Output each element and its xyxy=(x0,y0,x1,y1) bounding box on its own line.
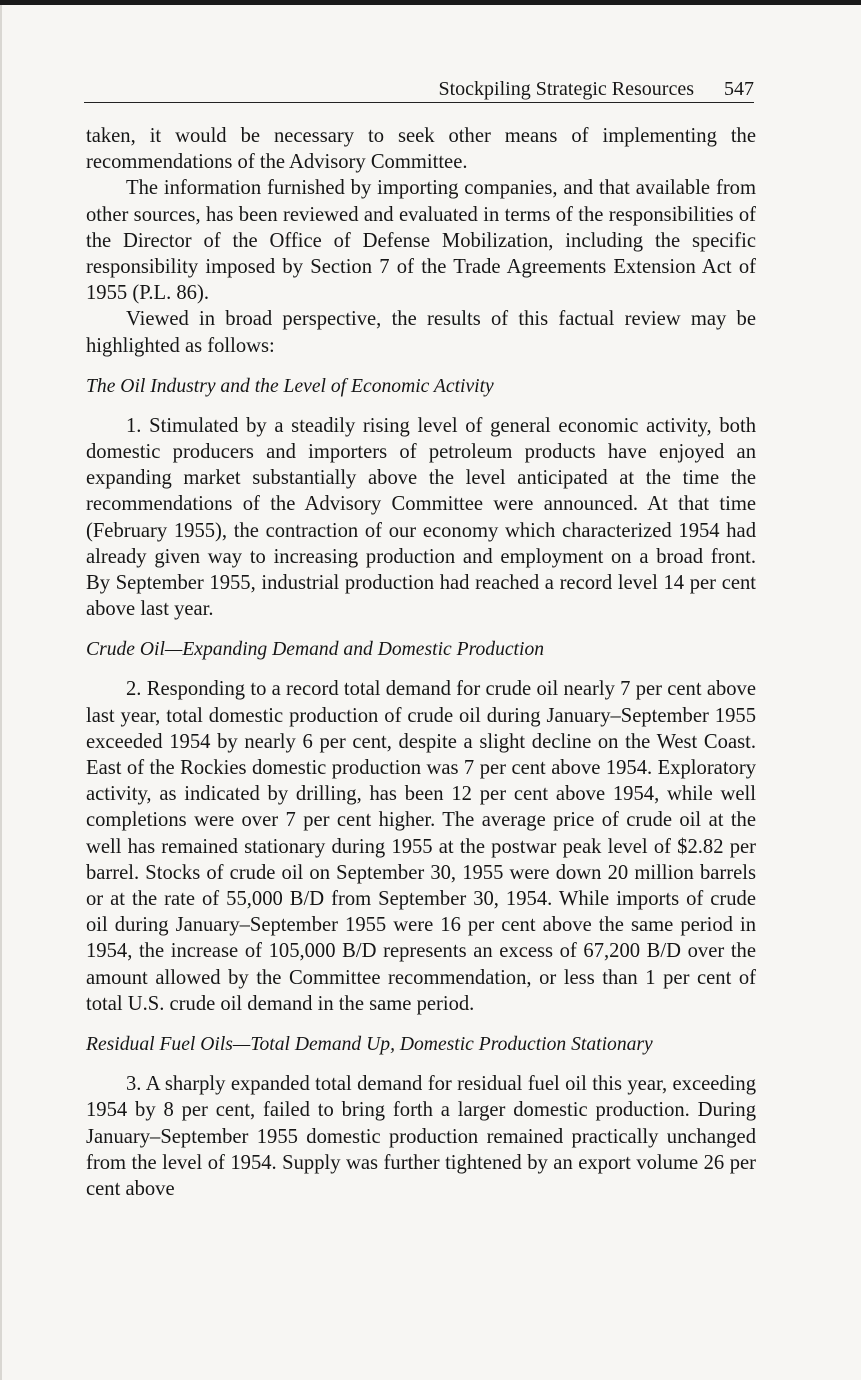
page-number: 547 xyxy=(724,78,754,100)
left-page-edge xyxy=(0,5,2,1380)
section-heading-crude-oil: Crude Oil—Expanding Demand and Domestic Production xyxy=(86,639,545,661)
running-title: Stockpiling Strategic Resources xyxy=(438,78,694,100)
section-heading-residual-fuel: Residual Fuel Oils—Total Demand Up, Domestic Production Stationary xyxy=(86,1034,653,1056)
viewed-paragraph: Viewed in broad perspective, the results of this factual review may be highlighted as follows: xyxy=(86,308,756,357)
running-header xyxy=(84,76,754,103)
numbered-paragraph-3: 3. A sharply expanded total demand for residual fuel oil this year, exceeding 1954 by 8 per cent, failed to bring forth a larger domestic production. During January–September 1955 domestic production remained practically unchanged from the level of 1954. Supply was further tightened by an export volume 26 per cent above xyxy=(86,1073,756,1200)
numbered-paragraph-1: 1. Stimulated by a steadily rising level of general economic activity, both domestic producers and importers of petroleum products have enjoyed an expanding market substantially above the level anticipated at the time the recommendations of the Advisory Committee were announced. At that time (February 1955), the contraction of our economy which characterized 1954 had already given way to increasing production and employment on a broad front. By September 1955, industrial production had reached a record level 14 per cent above last year. xyxy=(86,414,756,621)
page-body xyxy=(86,123,756,1202)
information-paragraph: The information furnished by importing companies, and that available from other sources, has been reviewed and evaluated in terms of the responsibilities of the Director of the Office of Defense Mobilization, including the specific responsibility imposed by Section 7 of the Trade Agreements Extension Act of 1955 (P.L. 86). xyxy=(86,177,756,305)
numbered-paragraph-2: 2. Responding to a record total demand for crude oil nearly 7 per cent above last year, total domestic production of crude oil during January–September 1955 exceeded 1954 by nearly 6 per cent, despite a slight decline on the West Coast. East of the Rockies domestic production was 7 per cent above 1954. Exploratory activity, as indicated by drilling, has been 12 per cent above 1954, while well completions were over 7 per cent higher. The average price of crude oil at the well has remained stationary during 1955 at the postwar peak level of $2.82 per barrel. Stocks of crude oil on September 30, 1955 were down 20 million barrels or at the rate of 55,000 B/D from September 30, 1954. While imports of crude oil during January–September 1955 were 16 per cent above the same period in 1954, the increase of 105,000 B/D represents an excess of 67,200 B/D over the amount allowed by the Committee recommendation, or less than 1 per cent of total U.S. crude oil demand in the same period. xyxy=(86,678,756,1015)
section-heading-oil-industry: The Oil Industry and the Level of Economic Activity xyxy=(86,375,494,397)
top-scan-border xyxy=(0,0,861,5)
continuation-paragraph: taken, it would be necessary to seek other means of implementing the recommendations of the Advisory Committee. xyxy=(86,125,756,174)
